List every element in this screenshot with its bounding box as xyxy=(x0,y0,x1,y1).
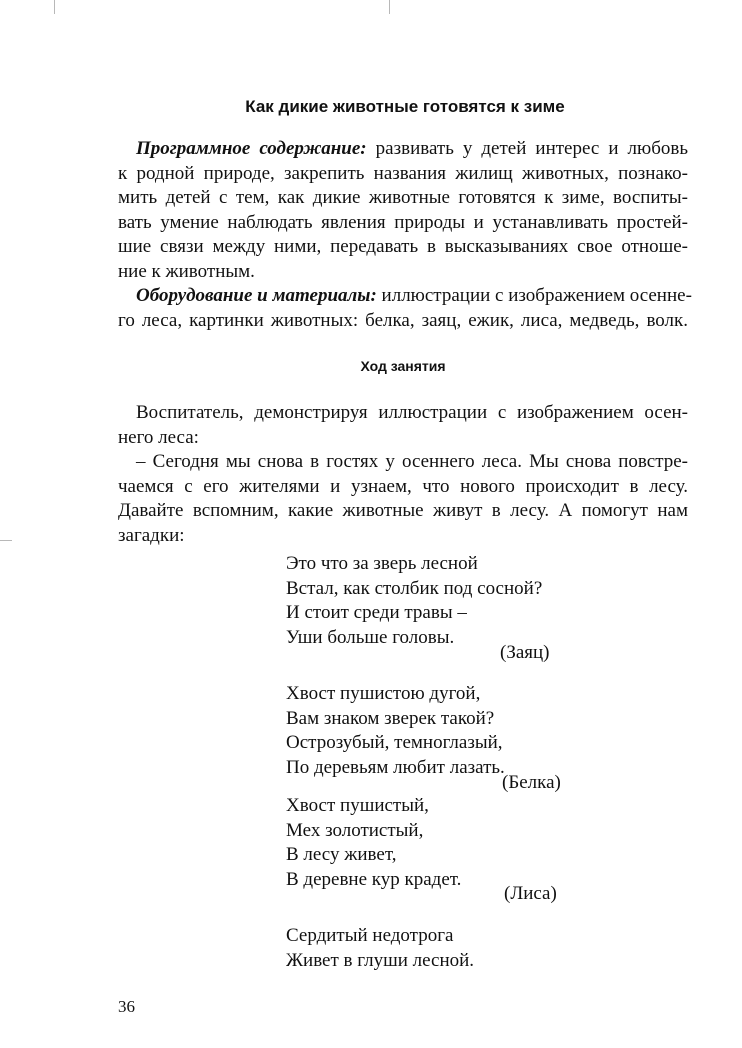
crop-mark xyxy=(0,540,12,541)
riddle-line: Вам знаком зверек такой? xyxy=(286,707,495,729)
intro-paragraph xyxy=(118,401,688,548)
riddle-line: Это что за зверь лесной xyxy=(286,553,478,574)
riddle-answer: (Лиса) xyxy=(504,883,557,904)
crop-mark xyxy=(54,0,55,14)
program-line: мить детей с тем, как дикие животные готовятся к зиме, воспиты- xyxy=(118,187,688,208)
riddle-line: Сердитый недотрога xyxy=(286,925,454,946)
program-label: Программное содержание: xyxy=(136,138,367,159)
riddle-line: В деревне кур крадет. xyxy=(286,868,462,890)
equipment-paragraph xyxy=(118,284,692,333)
equipment-line: го леса, картинки животных: белка, заяц, ежик, лиса, медведь, волк. xyxy=(118,309,688,331)
riddle-line: Уши больше головы. xyxy=(286,626,455,648)
riddle-answer: (Заяц) xyxy=(500,642,550,663)
riddle-answer: (Белка) xyxy=(502,772,561,793)
riddle-fox xyxy=(286,794,586,892)
riddle-hedgehog xyxy=(286,924,586,973)
riddle-line: Живет в глуши лесной. xyxy=(286,949,475,971)
riddle-line: По деревьям любит лазать. xyxy=(286,756,505,778)
intro-line: Воспитатель, демонстрируя иллюстрации с изображением осен- xyxy=(136,402,688,423)
riddle-line: В лесу живет, xyxy=(286,844,397,865)
riddle-squirrel xyxy=(286,682,586,780)
crop-mark xyxy=(389,0,390,14)
riddle-line: Острозубый, темноглазый, xyxy=(286,732,503,753)
riddle-line: Хвост пушистою дугой, xyxy=(286,683,481,704)
program-paragraph xyxy=(118,137,688,284)
page-number: 36 xyxy=(118,997,135,1016)
program-line: вать умение наблюдать явления природы и устанавливать простей- xyxy=(118,211,688,233)
program-line: к родной природе, закрепить названия жилищ животных, познако- xyxy=(118,162,688,184)
intro-line: чаемся с его жителями и узнаем, что нового происходит в лесу. xyxy=(118,475,688,497)
intro-line: – Сегодня мы снова в гостях у осеннего леса. Мы снова повстре- xyxy=(136,451,688,472)
riddle-hare xyxy=(286,552,586,650)
page-title: Как дикие животные готовятся к зиме xyxy=(245,97,565,116)
riddle-line: Мех золотистый, xyxy=(286,819,424,841)
equipment-line: Оборудование и материалы: иллюстрации с изображением осенне- xyxy=(136,285,692,306)
equipment-label: Оборудование и материалы: xyxy=(136,285,377,306)
program-line: ние к животным. xyxy=(118,260,255,282)
riddle-line: Встал, как столбик под сосной? xyxy=(286,577,543,599)
intro-line: Давайте вспомним, какие животные живут в лесу. А помогут нам xyxy=(118,500,688,521)
riddle-line: Хвост пушистый, xyxy=(286,795,429,816)
program-line: Программное содержание: развивать у детей интерес и любовь xyxy=(136,138,688,159)
section-heading: Ход занятия xyxy=(360,358,446,374)
program-line: шие связи между ними, передавать в высказываниях свое отноше- xyxy=(118,236,688,257)
intro-line: него леса: xyxy=(118,426,199,448)
intro-line: загадки: xyxy=(118,524,185,546)
riddle-line: И стоит среди травы – xyxy=(286,602,467,623)
